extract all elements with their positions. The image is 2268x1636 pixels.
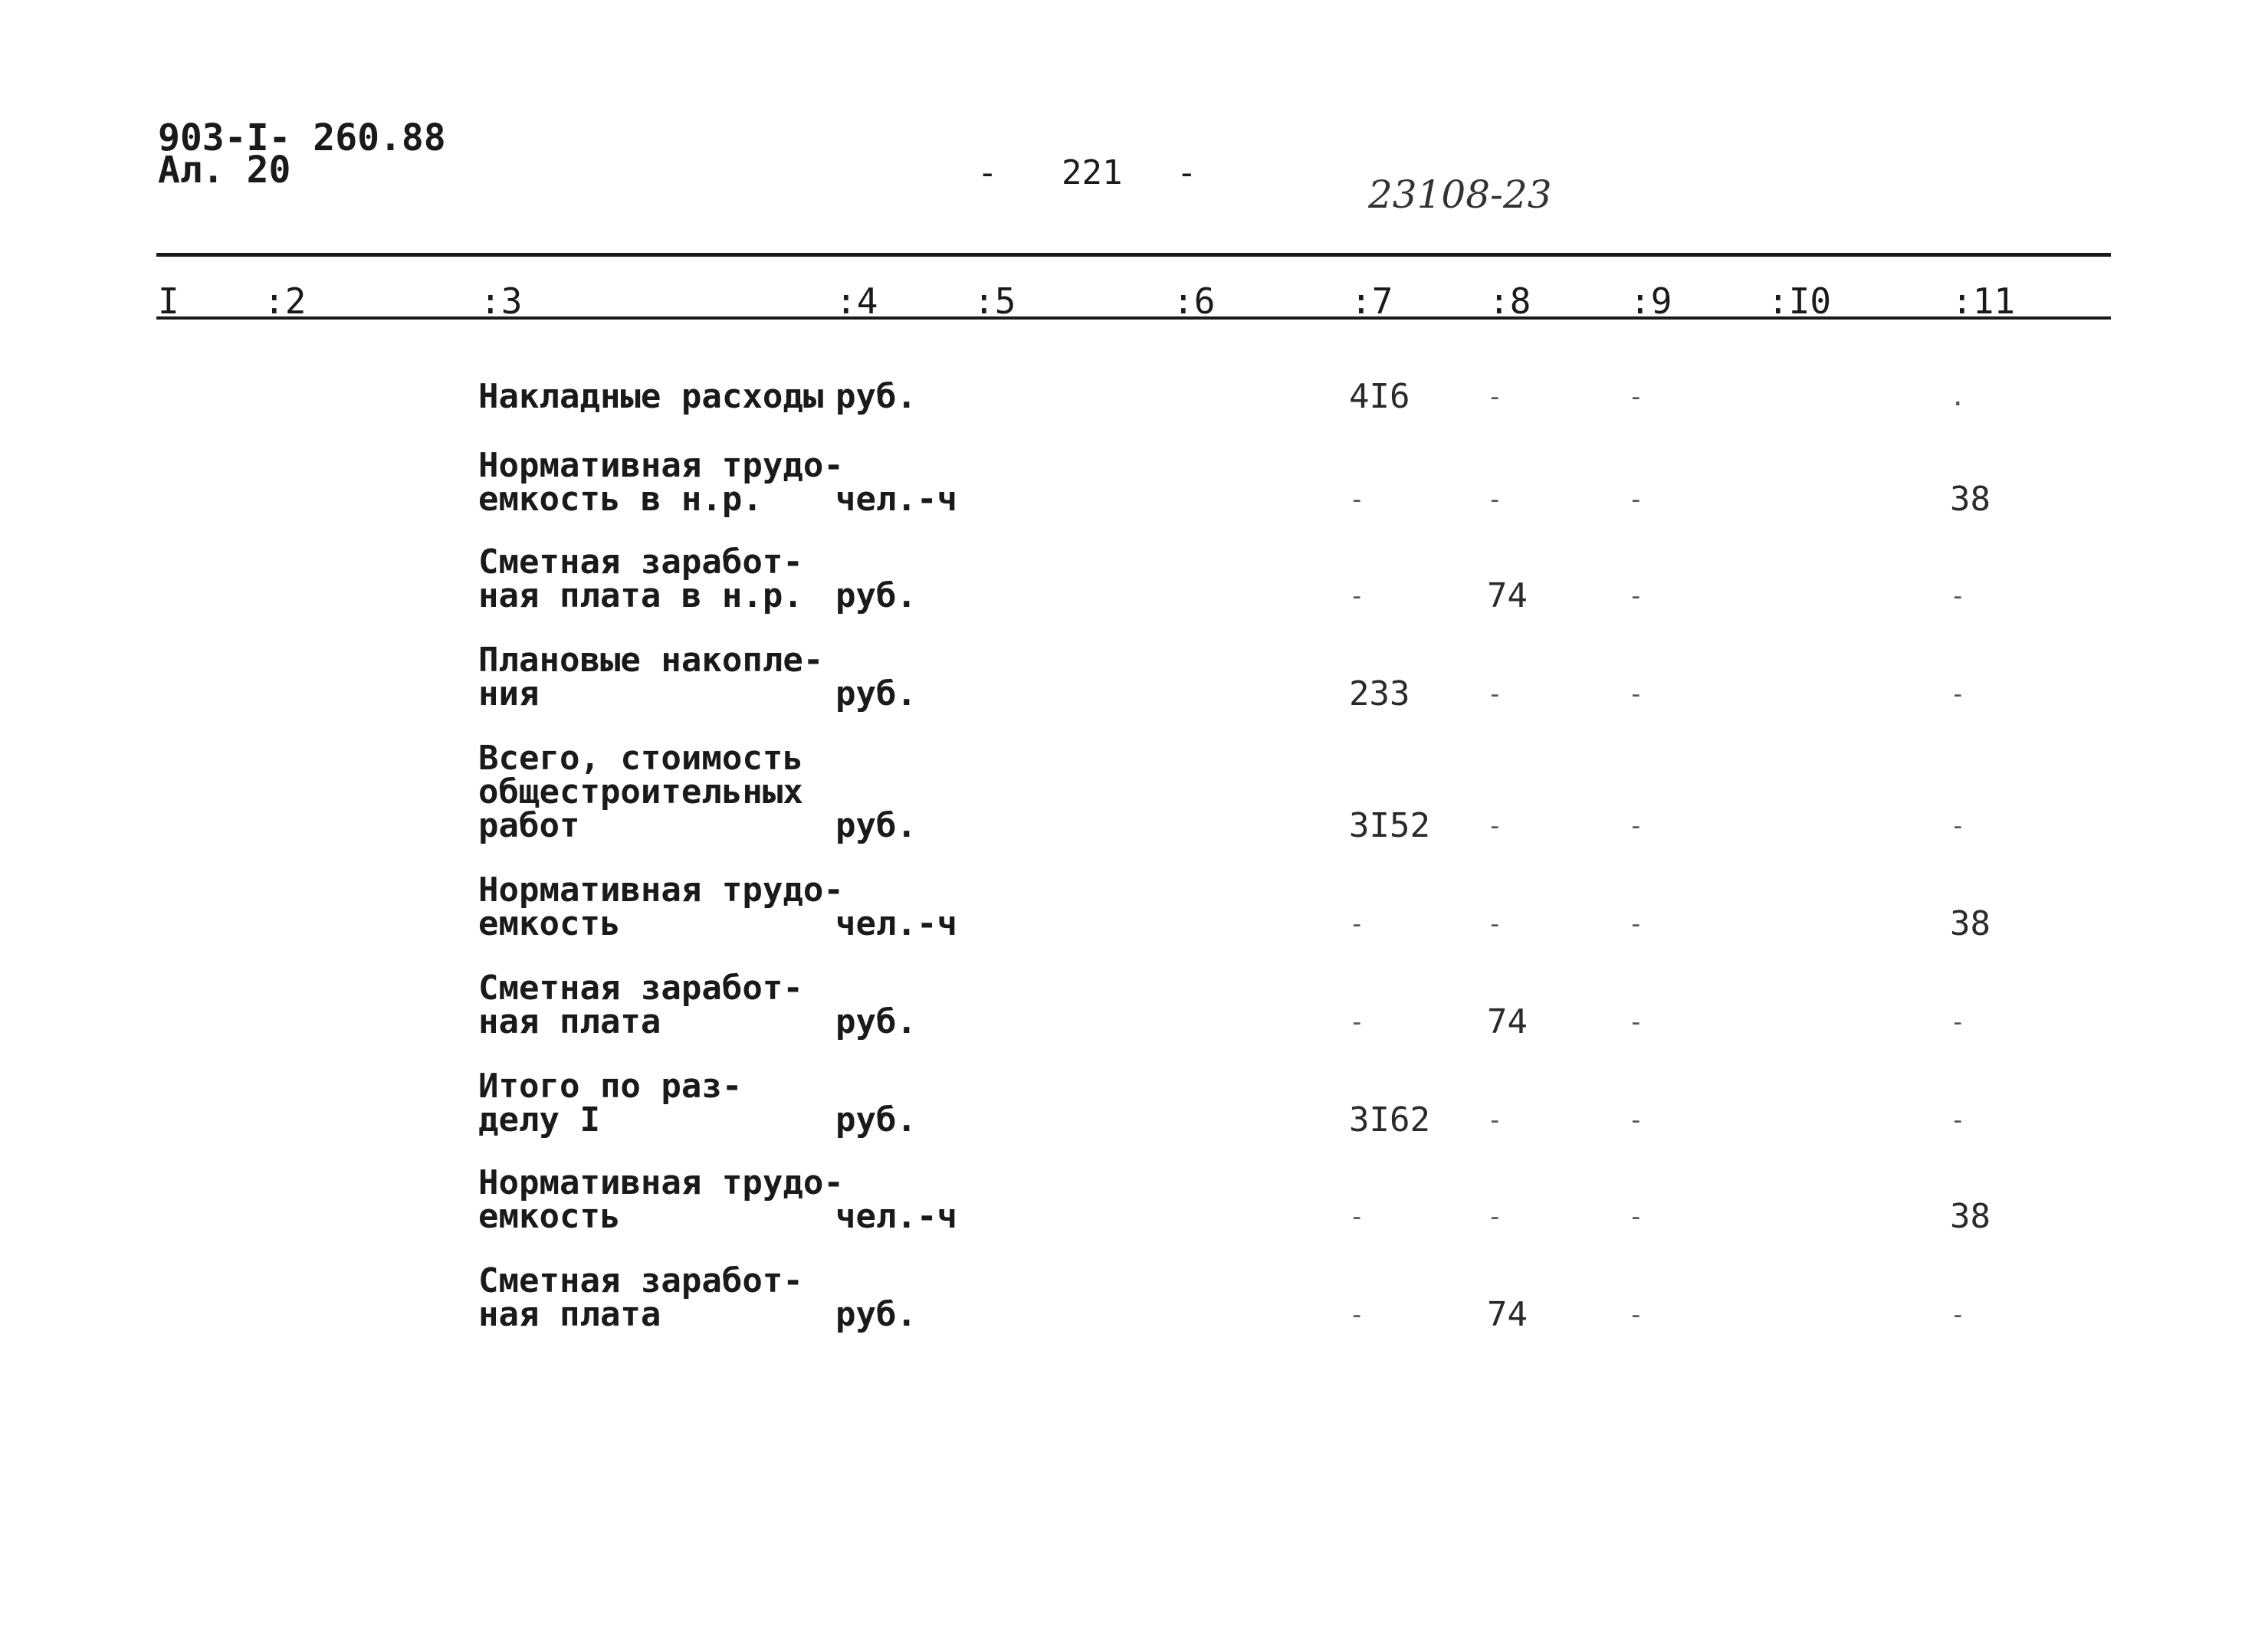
column-header-11: :11 [1951,280,2016,322]
row-col8: - [1487,1202,1503,1232]
row-unit: руб. [835,674,917,713]
row-col11: - [1950,679,1966,710]
row-description: Сметная заработ- ная плата в н.р. [478,543,803,615]
row-col11: - [1950,581,1966,611]
table-row [0,869,2268,941]
column-header-5: :5 [973,280,1016,322]
row-col11: - [1950,811,1966,841]
row-col9: - [1628,1007,1644,1038]
row-col8: - [1487,484,1503,515]
row-unit: руб. [835,1295,917,1334]
row-col9: - [1628,811,1644,841]
table-row [0,444,2268,519]
row-col7: 3I62 [1349,1100,1430,1139]
row-description: Нормативная трудо- емкость [478,1163,844,1236]
row-col7: - [1349,484,1365,515]
row-col9: - [1628,382,1644,412]
document-code: 903-I- 260.88 [158,116,446,159]
row-col9: - [1628,484,1644,515]
row-col11: - [1950,1007,1966,1038]
table-row [0,737,2268,843]
row-col7: - [1349,1300,1365,1330]
column-header-4: :4 [835,280,878,322]
row-description: Нормативная трудо- емкость [478,870,844,943]
row-col8: - [1487,811,1503,841]
row-description: Сметная заработ- ная плата [478,969,803,1041]
row-col7: 233 [1349,674,1410,713]
table-row [0,967,2268,1039]
row-col7: - [1349,1007,1365,1038]
column-header-10: :I0 [1767,280,1832,322]
row-description: Итого по раз- делу I [478,1067,743,1139]
table-row [0,1260,2268,1332]
row-col9: - [1628,581,1644,611]
page-number: 221 [1062,153,1123,192]
row-col7: 3I52 [1349,806,1430,845]
row-col11: - [1950,1300,1966,1330]
page-dash-left: - [977,153,998,192]
row-col9: - [1628,1300,1644,1330]
column-header-8: :8 [1488,280,1531,322]
row-col8: - [1487,1105,1503,1136]
row-unit: руб. [835,576,917,615]
row-description: Плановые накопле- ния [478,641,824,713]
row-description: Нормативная трудо- емкость в н.р. [478,446,844,519]
column-header-9: :9 [1630,280,1672,322]
row-col9: - [1628,909,1644,939]
row-col9: - [1628,1202,1644,1232]
page-dash-right: - [1177,153,1197,192]
table-top-rule [156,253,2111,257]
row-col11: - [1950,1105,1966,1136]
row-unit: чел.-ч [835,904,957,943]
row-unit: чел.-ч [835,1197,957,1236]
row-col8: - [1487,909,1503,939]
row-col8: 74 [1487,576,1528,615]
row-description: Всего, стоимость общестроительных работ [478,739,803,845]
row-description: Сметная заработ- ная плата [478,1261,803,1334]
table-row [0,541,2268,613]
row-col11: 38 [1950,1197,1991,1236]
row-col8: 74 [1487,1295,1528,1334]
row-unit: руб. [835,1002,917,1041]
row-description: Накладные расходы [478,377,824,416]
archive-stamp: 23108-23 [1368,172,1552,217]
row-col8: - [1487,679,1503,710]
row-col9: - [1628,679,1644,710]
row-col8: 74 [1487,1002,1528,1041]
row-unit: чел.-ч [835,480,957,519]
column-header-1: I [158,280,179,322]
row-col11: 38 [1950,480,1991,519]
sheet-number: Ал. 20 [158,149,291,192]
row-col11: 38 [1950,904,1991,943]
table-row [0,1065,2268,1137]
row-col8: - [1487,382,1503,412]
row-unit: руб. [835,377,917,416]
table-row [0,360,2268,414]
row-col7: - [1349,909,1365,939]
row-col11: . [1950,382,1966,412]
column-header-2: :2 [264,280,307,322]
table-row [0,639,2268,711]
row-col7: - [1349,1202,1365,1232]
row-unit: руб. [835,1100,917,1139]
row-col9: - [1628,1105,1644,1136]
column-header-6: :6 [1173,280,1216,322]
column-header-7: :7 [1351,280,1393,322]
table-row [0,1162,2268,1234]
row-col7: - [1349,581,1365,611]
column-header-3: :3 [480,280,523,322]
row-unit: руб. [835,806,917,845]
row-col7: 4I6 [1349,377,1410,416]
